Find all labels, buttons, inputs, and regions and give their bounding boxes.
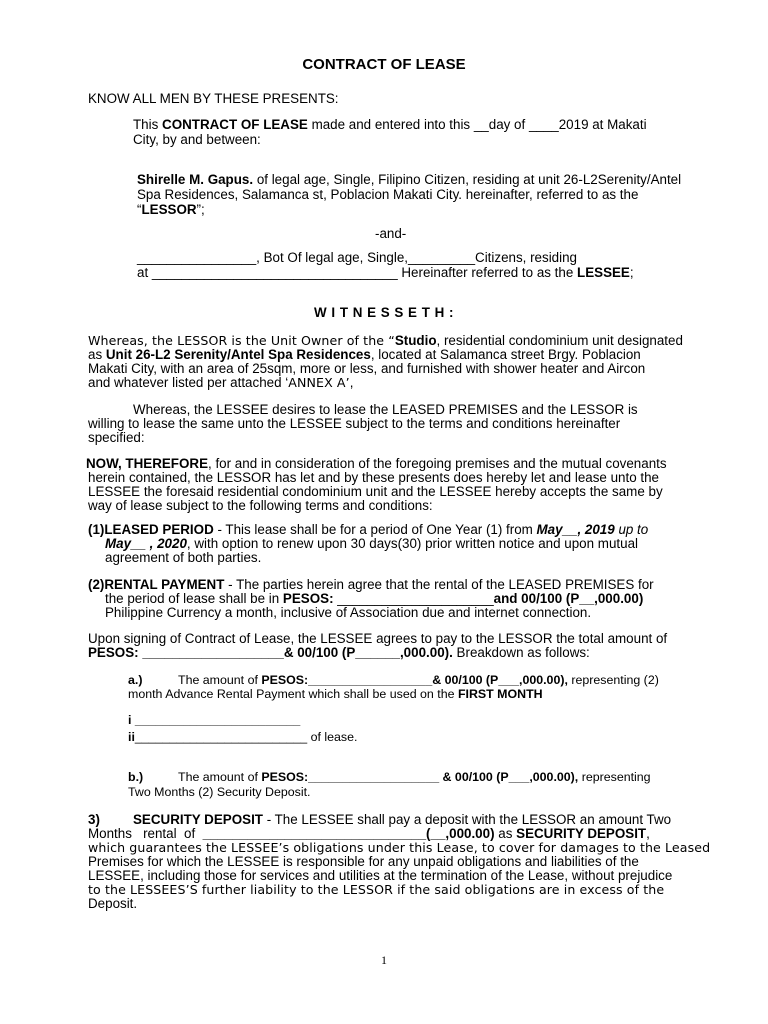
item-a-line-2: month Advance Rental Payment which shall be used on the FIRST MONTH [128,687,543,701]
intro-line-2: City, by and between: [133,132,261,147]
rental-line-1: (2)RENTAL PAYMENT - The parties herein agree that the rental of the LEASED PREMISES for [88,577,654,592]
security-line-2: Months rental of ______________________________(__,000.00) as SECURITY DEPOSIT, [88,826,650,841]
leased-period-line-1: (1)LEASED PERIOD - This lease shall be for a period of One Year (1) from May__, 2019 up to [88,522,649,537]
whereas2-line-3: specified: [88,430,145,445]
now-therefore-line-1: NOW, THEREFORE, for and in consideration of the foregoing premises and the mutual covenants [86,456,667,471]
lessor-name: Shirelle M. Gapus. [137,172,254,187]
security-line-7: Deposit. [88,896,138,911]
item-b-label: b.) [128,770,144,784]
now-therefore-line-2: herein contained, the LESSOR has let and by these presents does hereby let and lease unto the [88,470,659,485]
item-b-line-2: Two Months (2) Security Deposit. [128,785,311,799]
lessor-line-1: Shirelle M. Gapus. of legal age, Single, Filipino Citizen, residing at unit 26-L2Serenity/Antel [137,172,682,187]
lessee-line-1: ________________, Bot Of legal age, Single,_________Citizens, residing [137,250,577,265]
lessee-line-2: at _________________________________ Hereinafter referred to as the LESSEE; [137,265,634,280]
witnesseth-heading: W I T N E S S E T H : [314,305,454,320]
rental-line-2: the period of lease shall be in PESOS: _____________________and 00/100 (P__,000.00) [105,591,644,606]
whereas1-line-2: as Unit 26-L2 Serenity/Antel Spa Residences, located at Salamanca street Brgy. Poblacion [88,347,641,362]
security-number: 3) [88,812,100,827]
lessor-line-2: Spa Residences, Salamanca st, Poblacion Makati City. hereinafter, referred to as the [137,187,639,202]
and-separator: -and- [375,226,407,241]
security-line-1: SECURITY DEPOSIT - The LESSEE shall pay a deposit with the LESSOR an amount Two [133,812,672,827]
security-line-4: Premises for which the LESSEE is responsible for any unpaid obligations and liabilities of the [88,854,639,869]
item-a-label: a.) [128,673,143,687]
now-therefore-line-4: way of lease subject to the following terms and conditions: [88,498,433,513]
item-b-line-1: The amount of PESOS:___________________ & 00/100 (P___,000.00), representing [178,770,651,784]
whereas1-line-1: Whereas, the LESSOR is the Unit Owner of the “Studio, residential condominium unit designated [88,333,683,348]
lessor-line-3: “LESSOR”; [137,202,205,217]
security-line-5: LESSEE, including those for services and utilities at the termination of the Lease, without prejudice [88,868,673,883]
leased-period-line-3: agreement of both parties. [105,550,262,565]
whereas2-line-1: Whereas, the LESSEE desires to lease the LEASED PREMISES and the LESSOR is [133,402,638,417]
security-line-6: to the LESSEES’S further liability to the LESSOR if the said obligations are in excess of the [88,882,665,897]
intro-line-1: This CONTRACT OF LEASE made and entered into this __day of ____2019 at Makati [133,117,647,132]
know-all-heading: KNOW ALL MEN BY THESE PRESENTS: [88,91,339,106]
sub-item-i: i ________________________ [128,713,301,727]
rental-line-3: Philippine Currency a month, inclusive of Association due and internet connection. [105,605,592,620]
page-number: 1 [381,953,387,967]
whereas2-line-2: willing to lease the same unto the LESSEE subject to the terms and conditions hereinafter [88,416,621,431]
whereas1-line-3: Makati City, with an area of 25sqm, more or less, and furnished with shower heater and Aircon [88,361,646,376]
whereas1-line-4: and whatever listed per attached ‘ANNEX A’, [88,375,354,390]
upon-signing-line-1: Upon signing of Contract of Lease, the LESSEE agrees to pay to the LESSOR the total amount of [88,631,668,646]
security-line-3: which guarantees the LESSEE’s obligations under this Lease, to cover for damages to the Leased [88,840,711,855]
item-a-line-1: The amount of PESOS:__________________& 00/100 (P___,000.00), representing (2) [178,673,659,687]
leased-period-line-2: May__ , 2020, with option to renew upon 30 days(30) prior written notice and upon mutual [105,536,638,551]
now-therefore-line-3: LESSEE the foresaid residential condominium unit and the LESSEE hereby accepts the same by [88,484,663,499]
document-title: CONTRACT OF LEASE [302,56,466,73]
sub-item-ii: ii_________________________ of lease. [128,730,358,744]
upon-signing-line-2: PESOS: ___________________& 00/100 (P______,000.00). Breakdown as follows: [88,645,590,660]
